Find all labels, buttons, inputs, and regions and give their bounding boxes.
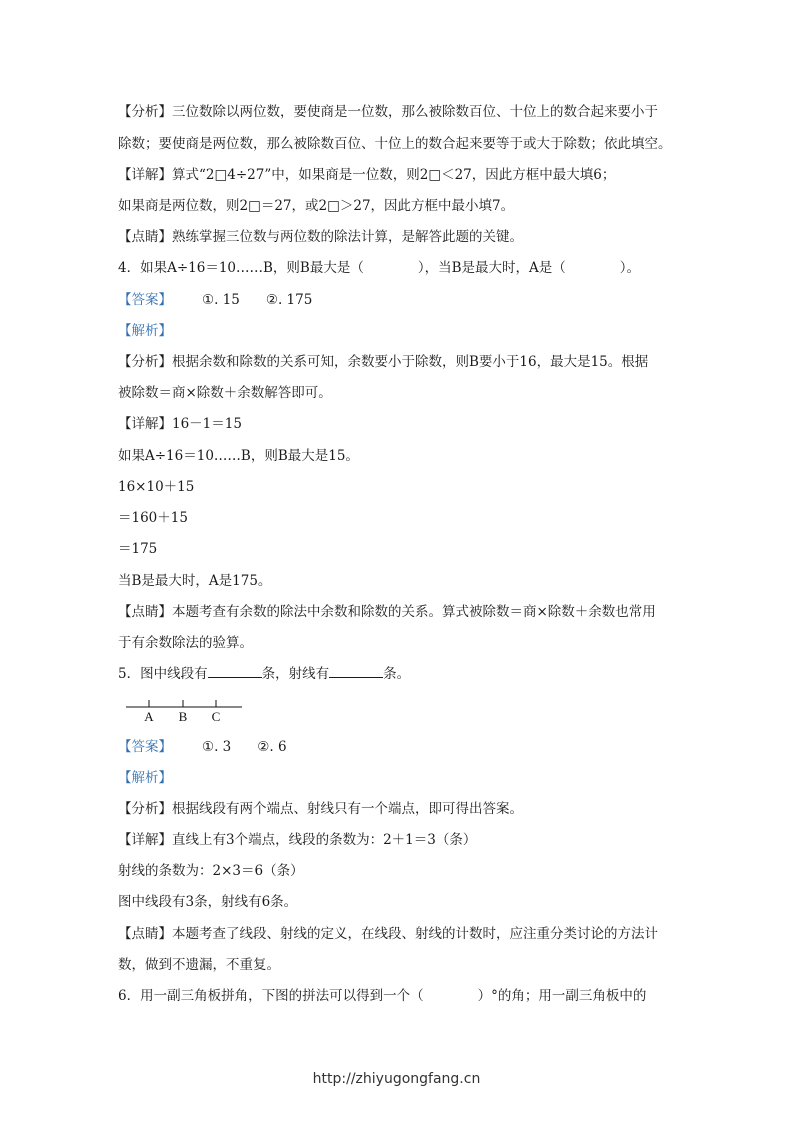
answer-tag: 【答案】 — [118, 739, 172, 755]
analysis-tag: 【解析】 — [118, 770, 172, 786]
comment-line: 【点睛】熟练掌握三位数与两位数的除法计算，是解答此题的关键。 — [118, 229, 523, 245]
detail-line: 图中线段有3条，射线有6条。 — [118, 894, 298, 910]
footer-url[interactable]: http://zhiyugongfang.cn — [312, 1071, 481, 1087]
point-label-a: A — [144, 709, 154, 724]
question-5-text: 条。 — [383, 666, 411, 682]
detail-line: 射线的条数为：2×3＝6（条） — [118, 863, 304, 879]
analysis-line: 【分析】三位数除以两位数，要使商是一位数，那么被除数百位、十位上的数合起来要小于 — [118, 104, 658, 120]
point-label-b: B — [178, 709, 188, 724]
analysis-tag: 【解析】 — [118, 323, 172, 339]
answer-tag: 【答案】 — [118, 292, 172, 308]
answer-2: ②. 175 — [265, 292, 313, 308]
blank-underline — [329, 665, 383, 678]
point-label-c: C — [211, 709, 221, 724]
calc-line: ＝160＋15 — [118, 510, 188, 526]
detail-line: 如果商是两位数，则2□＝27，或2□＞27，因此方框中最小填7。 — [118, 198, 515, 214]
analysis-line: 【分析】根据线段有两个端点、射线只有一个端点，即可得出答案。 — [118, 801, 523, 817]
detail-line: 如果A÷16＝10……B，则B最大是15。 — [118, 448, 359, 464]
answer-row-5 — [118, 738, 688, 756]
comment-line: 【点睛】本题考查了线段、射线的定义，在线段、射线的计数时，应注重分类讨论的方法计 — [118, 926, 658, 942]
analysis-line: 除数；要使商是两位数，那么被除数百位、十位上的数合起来要等于或大于除数；依此填空。 — [118, 136, 672, 152]
comment-line: 数，做到不遗漏，不重复。 — [118, 957, 280, 973]
blank-underline — [208, 665, 262, 678]
answer-1: ①. 3 — [202, 739, 232, 755]
analysis-line: 【分析】根据余数和除数的关系可知，余数要小于除数，则B要小于16，最大是15。根据 — [118, 354, 649, 370]
analysis-line: 被除数＝商×除数＋余数解答即可。 — [118, 385, 332, 401]
answer-row-4 — [118, 291, 688, 309]
question-5-text: 条，射线有 — [261, 666, 330, 682]
detail-line: 当B是最大时，A是175。 — [118, 573, 272, 589]
detail-line: 【详解】16－1＝15 — [118, 416, 242, 432]
comment-line: 【点睛】本题考查有余数的除法中余数和除数的关系。算式被除数＝商×除数＋余数也常用 — [118, 604, 656, 620]
answer-2: ②. 6 — [257, 739, 287, 755]
detail-line: 【详解】直线上有3个端点，线段的条数为：2＋1＝3（条） — [118, 832, 477, 848]
question-4: 4．如果A÷16＝10……B，则B最大是（ ），当B是最大时，A是（ ）。 — [118, 260, 641, 276]
detail-line: 【详解】算式“2□4÷27”中，如果商是一位数，则2□＜27，因此方框中最大填6； — [118, 167, 616, 183]
comment-line: 于有余数除法的验算。 — [118, 635, 253, 651]
line-diagram — [120, 692, 250, 726]
question-5 — [118, 665, 688, 683]
calc-line: 16×10＋15 — [118, 479, 195, 495]
answer-1: ①. 15 — [202, 292, 240, 308]
question-5-text: 5．图中线段有 — [118, 666, 208, 682]
calc-line: ＝175 — [118, 541, 158, 557]
question-6: 6．用一副三角板拼角，下图的拼法可以得到一个（ ）°的角；用一副三角板中的 — [118, 988, 647, 1004]
